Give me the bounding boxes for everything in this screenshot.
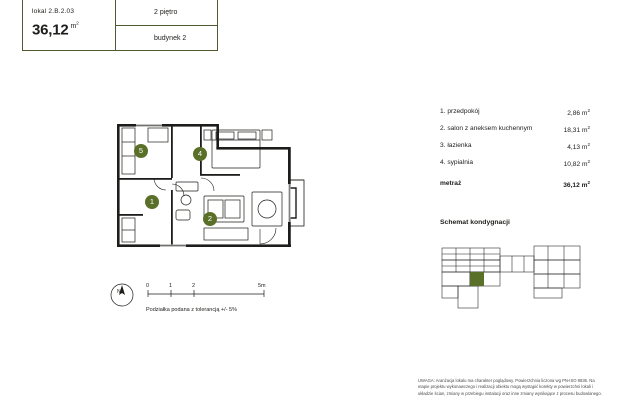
unit-header-table (22, 0, 218, 51)
room-marker-2: 2 (203, 212, 217, 226)
building-cell (116, 25, 218, 51)
scale-bar (146, 283, 266, 299)
disclaimer-note: UWAGA: Aranżacja lokalu ma charakter poglądowy. Powierzchnia liczona wg PN-ISO 9836. Na etapie projektu wykonawczego i realizacji obiektu mogą wystąpić korekty w powierzchni lokali i układzie ścian, zmiany w przebiegu instalacji oraz inne zmiany wynikające z procesu budowlanego. (418, 378, 602, 396)
legend-row (440, 125, 590, 142)
room-marker-5: 5 (134, 144, 148, 158)
legend-total-label: metraż (440, 180, 462, 187)
legend-row (440, 142, 590, 159)
room-marker-4: 4 (193, 147, 207, 161)
floor-plan (100, 118, 315, 266)
legend-room-area: 4,13 $m^2$ (567, 142, 590, 152)
scale-note: Podziałka podana z tolerancją +/- 5% (146, 307, 237, 313)
legend-room-name: 2. salon z aneksem kuchennym (440, 125, 533, 132)
legend-room-name: 3. łazienka (440, 142, 472, 149)
legend-room-area: 18,31 $m^2$ (563, 125, 590, 135)
unit-label: lokal 2.B.2.03 (32, 8, 75, 15)
legend-row (440, 159, 590, 176)
scale-tick-0: 0 (146, 283, 150, 289)
room-legend-table (440, 108, 590, 197)
room-marker-1: 1 (145, 195, 159, 209)
legend-total-area: 36,12 $m^2$ (563, 180, 590, 190)
legend-room-name: 4. sypialnia (440, 159, 473, 166)
highlighted-unit (470, 272, 484, 286)
legend-room-name: 1. przedpokój (440, 108, 480, 115)
unit-area-value: 36,12 (32, 21, 69, 39)
legend-room-area: 2,86 $m^2$ (567, 108, 590, 118)
floor-scheme-diagram (436, 242, 588, 314)
floor-scheme-title: Schemat kondygnacji (440, 219, 510, 226)
legend-row (440, 108, 590, 125)
unit-area (32, 21, 79, 38)
scale-tick-1: 1 (169, 283, 173, 289)
floor-plan-drawing (100, 118, 315, 266)
legend-total-row (440, 180, 590, 197)
legend-room-area: 10,82 $m^2$ (563, 159, 590, 169)
compass-icon (108, 281, 136, 309)
floor-cell (116, 0, 218, 26)
unit-area-unit: m2 (70, 21, 79, 31)
building-label: budynek 2 (154, 35, 187, 42)
floor-label: 2 piętro (154, 9, 178, 16)
unit-summary-cell (22, 0, 116, 51)
svg-text:N: N (117, 289, 121, 295)
scale-tick-3: 5m (258, 283, 266, 289)
scale-tick-2: 2 (192, 283, 196, 289)
